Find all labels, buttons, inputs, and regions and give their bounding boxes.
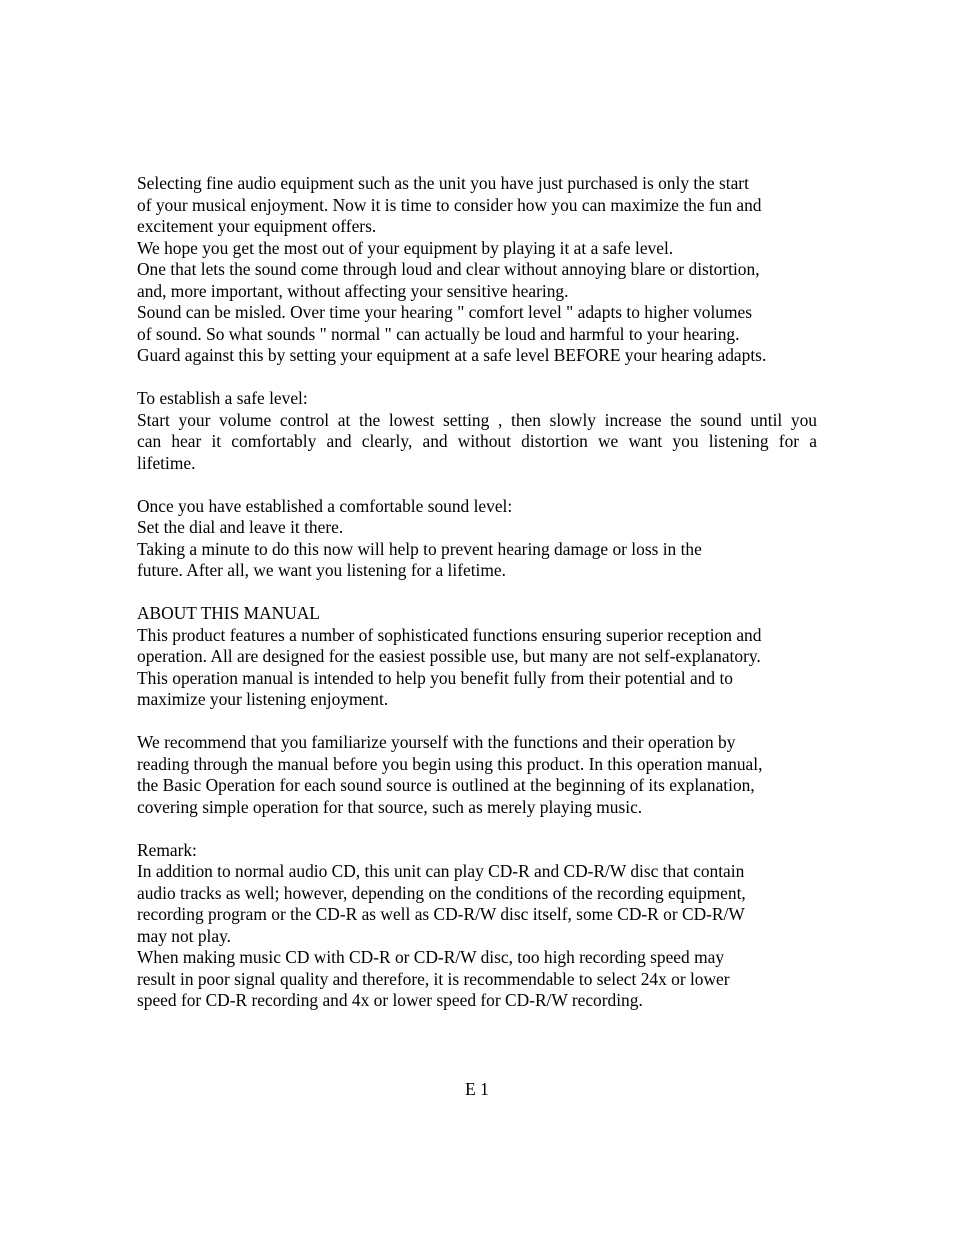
text-line: speed for CD-R recording and 4x or lower speed for CD-R/W recording. — [137, 990, 643, 1010]
text-line: Start your volume control at the lowest setting , then slowly increase the sound until you — [137, 409, 817, 430]
section-heading: Remark: — [137, 839, 197, 860]
text-line: of sound. So what sounds " normal " can actually be loud and harmful to your hearing. — [137, 323, 740, 344]
text-line: This operation manual is intended to help you benefit fully from their potential and to — [137, 667, 733, 688]
comfortable-level-section — [137, 496, 817, 582]
text-line: Selecting fine audio equipment such as the unit you have just purchased is only the start — [137, 173, 749, 193]
intro-section — [137, 173, 817, 367]
text-line: We recommend that you familiarize yourself with the functions and their operation by — [137, 732, 736, 752]
text-line: Guard against this by setting your equipment at a safe level BEFORE your hearing adapts. — [137, 345, 767, 365]
text-line: and, more important, without affecting your sensitive hearing. — [137, 280, 569, 301]
text-line: excitement your equipment offers. — [137, 216, 377, 236]
text-line: operation. All are designed for the easiest possible use, but many are not self-explanatory. — [137, 646, 761, 666]
about-manual-section — [137, 603, 817, 711]
text-line: may not play. — [137, 925, 232, 946]
text-line: audio tracks as well; however, depending on the conditions of the recording equipment, — [137, 882, 746, 903]
recommend-section — [137, 732, 817, 818]
text-line: Taking a minute to do this now will help to prevent hearing damage or loss in the — [137, 538, 702, 559]
page-number: E 1 — [465, 1079, 489, 1099]
paragraph-gap — [137, 367, 817, 389]
text-line: Set the dial and leave it there. — [137, 517, 344, 537]
text-line: In addition to normal audio CD, this unit can play CD-R and CD-R/W disc that contain — [137, 861, 745, 881]
paragraph-gap — [137, 818, 817, 840]
text-line: covering simple operation for that source, such as merely playing music. — [137, 796, 643, 817]
text-line: result in poor signal quality and therefore, it is recommendable to select 24x or lower — [137, 968, 730, 989]
text-line: the Basic Operation for each sound source is outlined at the beginning of its explanation, — [137, 775, 755, 795]
text-line: Sound can be misled. Over time your hearing " comfort level " adapts to higher volumes — [137, 302, 752, 322]
text-line: reading through the manual before you begin using this product. In this operation manual, — [137, 753, 763, 774]
section-heading: Once you have established a comfortable sound level: — [137, 495, 513, 516]
text-line: maximize your listening enjoyment. — [137, 689, 389, 709]
manual-page-body — [137, 173, 817, 1012]
text-line: When making music CD with CD-R or CD-R/W disc, too high recording speed may — [137, 947, 725, 967]
text-line: of your musical enjoyment. Now it is time to consider how you can maximize the fun and — [137, 194, 762, 215]
safe-level-section — [137, 388, 817, 474]
paragraph-gap — [137, 474, 817, 496]
text-line: future. After all, we want you listening for a lifetime. — [137, 560, 506, 580]
text-line: We hope you get the most out of your equipment by playing it at a safe level. — [137, 237, 674, 258]
text-line: recording program or the CD-R as well as CD-R/W disc itself, some CD-R or CD-R/W — [137, 904, 745, 924]
section-heading: ABOUT THIS MANUAL — [137, 603, 320, 623]
section-heading: To establish a safe level: — [137, 388, 308, 408]
paragraph-gap — [137, 582, 817, 604]
paragraph-gap — [137, 711, 817, 733]
remark-section — [137, 840, 817, 1012]
text-line: lifetime. — [137, 452, 196, 473]
text-line: This product features a number of sophisticated functions ensuring superior reception and — [137, 624, 762, 645]
text-line: One that lets the sound come through loud and clear without annoying blare or distortion, — [137, 259, 760, 279]
text-line: can hear it comfortably and clearly, and without distortion we want you listening for a — [137, 431, 817, 451]
